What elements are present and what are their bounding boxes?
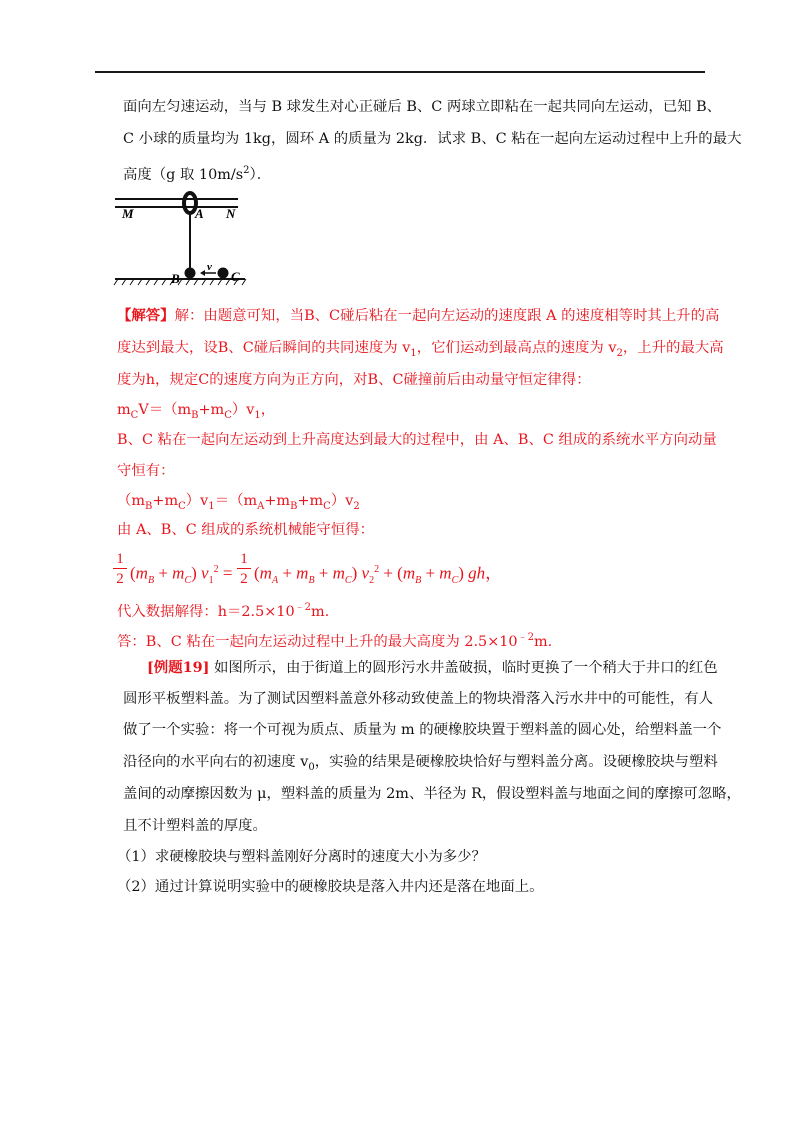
problem-line-1: 面向左匀速运动，当与 B 球发生对心正碰后 B、C 两球立即粘在一起共同向左运动，已知 B、 <box>123 99 722 115</box>
fraction-half-2: 1 2 <box>237 551 251 587</box>
label-m: M <box>122 206 134 221</box>
solution-line-2: 度达到最大，设B、C碰后瞬间的共同速度为 $v_1$，它们运动到最高点的速度为 $v_2$，上升的最大高 <box>117 340 724 359</box>
solution-line-5: B、C 粘在一起向左运动到上升高度达到最大的过程中，由 A、B、C 组成的系统水平方向动量 <box>117 432 717 448</box>
solution-line-1: 【解答】解：由题意可知，当B、C碰后粘在一起向左运动的速度跟 A 的速度相等时其上升的高 <box>117 307 720 324</box>
ball-c <box>218 268 229 279</box>
ball-b <box>185 268 196 279</box>
example-line-5: 盖间的动摩擦因数为 μ，塑料盖的质量为 2m、半径为 R，假设塑料盖与地面之间的摩擦可忽略， <box>123 786 741 802</box>
label-b: B <box>171 271 180 286</box>
solution-eq-momentum: $m_CV=(m_B+m_C)v_1$， <box>117 402 276 421</box>
example-line-2: 圆形平板塑料盖。为了测试因塑料盖意外移动致使盖上的物块滑落入污水井中的可能性，有人 <box>123 691 714 707</box>
question-2: （2）通过计算说明实验中的硬橡胶块是落入井内还是落在地面上。 <box>117 879 544 895</box>
collision-figure <box>110 185 250 289</box>
header-rule <box>95 71 705 73</box>
label-n: N <box>226 206 236 221</box>
label-c: C <box>231 269 240 284</box>
question-1: （1）求硬橡胶块与塑料盖刚好分离时的速度大小为多少？ <box>117 849 486 865</box>
example-tag: [例题19] <box>147 659 210 676</box>
energy-eq-right: $(m_A + m_B + m_C) v_2^2 + (m_B + m_C)$ gh， <box>254 563 503 587</box>
problem-line-3: 高度（g 取 $10m/s^2$）． <box>123 165 272 183</box>
solution-result: 代入数据解得：$h=2.5\times 10^{﹣2}m$. <box>117 602 330 620</box>
example-line-4: 沿径向的水平向右的初速度 $v_0$，实验的结果是硬橡胶块恰好与塑料盖分离。设硬橡胶块与塑料 <box>123 754 718 773</box>
label-a: A <box>195 206 204 221</box>
example-line-6: 且不计塑料盖的厚度。 <box>123 818 267 834</box>
solution-tag: 【解答】 <box>117 307 175 324</box>
solution-answer: 答：B、C 粘在一起向左运动过程中上升的最大高度为 $2.5\times 10^{﹣2}m$. <box>117 632 553 650</box>
problem-line-2: C 小球的质量均为 1kg，圆环 A 的质量为 2kg．试求 B、C 粘在一起向左运动过程中上升的最大 <box>123 131 742 147</box>
solution-line-8: 由 A、B、C 组成的系统机械能守恒得： <box>117 522 374 538</box>
example-line-1: [例题19] 如图所示，由于街道上的圆形污水井盖破损，临时更换了一个稍大于井口的红色 <box>147 659 718 676</box>
solution-line-6: 守恒有： <box>117 463 175 479</box>
label-v: v <box>207 261 212 273</box>
example-line-3: 做了一个实验：将一个可视为质点、质量为 m 的硬橡胶块置于塑料盖的圆心处，给塑料盖一个 <box>123 722 722 738</box>
fraction-half-1: 1 2 <box>113 551 127 587</box>
solution-line-3: 度为h，规定C的速度方向为正方向，对B、C碰撞前后由动量守恒定律得： <box>117 372 591 388</box>
solution-eq-horizontal: $(m_B+m_C)v_1=(m_A+m_B+m_C)v_2$ <box>117 493 360 512</box>
energy-eq-left: $(m_B + m_C) v_1^2$ = <box>130 563 233 587</box>
velocity-arrow-head <box>200 270 205 276</box>
